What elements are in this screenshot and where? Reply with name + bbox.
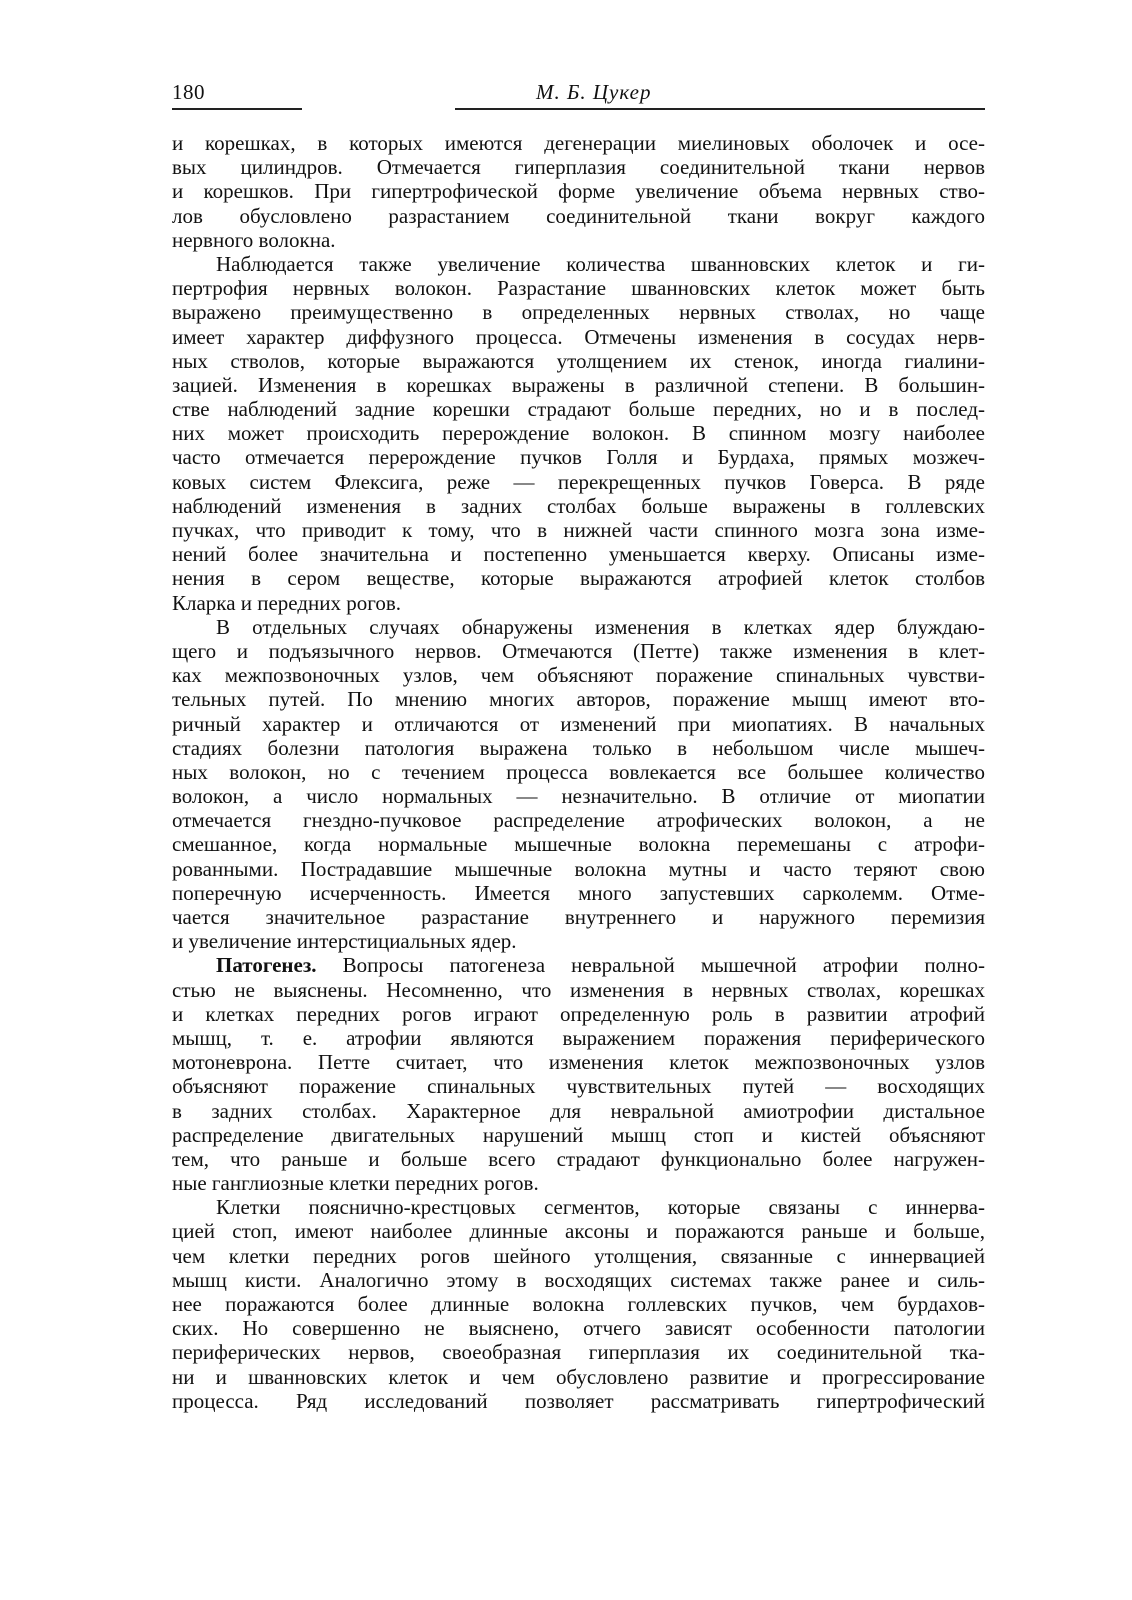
text-line: смешанное, когда нормальные мышечные волокна перемешаны с атрофи- <box>172 832 985 857</box>
text-line: ных волокон, но с течением процесса вовлекается все большее количество <box>172 759 985 784</box>
text-line: ричный характер и отличаются от изменений при миопатиях. В начальных <box>172 711 985 736</box>
text-line <box>172 953 985 977</box>
text-line: нений более значительна и постепенно уменьшается кверху. Описаны изме- <box>172 542 985 567</box>
text-line: объясняют поражение спинальных чувствительных путей — восходящих <box>172 1074 985 1099</box>
text-line: ках межпозвоночных узлов, чем объясняют поражение спинальных чувстви- <box>172 663 985 688</box>
text-line: мотоневрона. Петте считает, что изменения клеток межпозвоночных узлов <box>172 1050 985 1075</box>
text-line: выражено преимущественно в определенных нервных стволах, но чаще <box>172 300 985 325</box>
text-line: ни и шванновских клеток и чем обусловлено развитие и прогрессирование <box>172 1364 985 1389</box>
paragraph-2 <box>172 252 985 615</box>
text-line: ских. Но совершенно не выяснено, отчего зависят особенности патологии <box>172 1316 985 1341</box>
text-line: и увеличение интерстициальных ядер. <box>172 929 517 954</box>
text-line: часто отмечается перерождение пучков Голля и Бурдаха, прямых мозжеч- <box>172 445 985 470</box>
text-line: рованными. Пострадавшие мышечные волокна мутны и часто теряют свою <box>172 856 985 881</box>
text-line: наблюдений изменения в задних столбах больше выражены в голлевских <box>172 493 985 518</box>
text-line: стадиях болезни патология выражена только в небольшом числе мышеч- <box>172 735 985 760</box>
page-number: 180 <box>172 80 205 104</box>
text-line: чем клетки передних рогов шейного утолщения, связанные с иннервацией <box>172 1243 985 1268</box>
text-line: мышц кисти. Аналогично этому в восходящих системах также ранее и силь- <box>172 1267 985 1292</box>
paragraph-1 <box>172 131 985 252</box>
text-line: В отдельных случаях обнаружены изменения в клетках ядер блуждаю- <box>216 614 985 639</box>
text-line: нервного волокна. <box>172 227 336 252</box>
text-line: имеет характер диффузного процесса. Отмечены изменения в сосудах нерв- <box>172 324 985 349</box>
text-line: нее поражаются более длинные волокна голлевских пучков, чем бурдахов- <box>172 1292 985 1316</box>
text-line: щего и подъязычного нервов. Отмечаются (Петте) также изменения в клет- <box>172 638 985 663</box>
header-rule-right <box>455 108 985 110</box>
text-line-rest: Вопросы патогенеза невральной мышечной атрофии полно- <box>316 953 985 978</box>
text-line: лов обусловлено разрастанием соединительной ткани вокруг каждого <box>172 203 985 228</box>
paragraph-5 <box>172 1195 985 1413</box>
header-rule-left <box>172 108 302 110</box>
text-line: поперечную исчерченность. Имеется много запустевших сарколемм. Отме- <box>172 880 985 905</box>
text-line: ных стволов, которые выражаются утолщением их стенок, иногда гиалини- <box>172 348 985 373</box>
text-line: стве наблюдений задние корешки страдают больше передних, но и в послед- <box>172 397 985 422</box>
text-line: ные ганглиозные клетки передних рогов. <box>172 1171 539 1196</box>
text-line: Клетки пояснично-крестцовых сегментов, которые связаны с иннерва- <box>216 1195 985 1220</box>
text-line: вых цилиндров. Отмечается гиперплазия соединительной ткани нервов <box>172 155 985 180</box>
text-line: Кларка и передних рогов. <box>172 590 402 615</box>
text-line: тельных путей. По мнению многих авторов, поражение мышц имеют вто- <box>172 687 985 712</box>
text-line: волокон, а число нормальных — незначительно. В отличие от миопатии <box>172 784 985 809</box>
text-line: тем, что раньше и больше всего страдают функционально более нагружен- <box>172 1146 985 1171</box>
text-line: и корешках, в которых имеются дегенерации миелиновых оболочек и осе- <box>172 131 985 155</box>
text-line: в задних столбах. Характерное для невральной амиотрофии дистальное <box>172 1098 985 1123</box>
running-title: М. Б. Цукер <box>536 80 652 104</box>
text-line: пучках, что приводит к тому, что в нижней части спинного мозга зона изме- <box>172 518 985 542</box>
text-line: нения в сером веществе, которые выражаются атрофией клеток столбов <box>172 566 985 591</box>
text-line: процесса. Ряд исследований позволяет рассматривать гипертрофический <box>172 1388 985 1413</box>
text-line: ковых систем Флексига, реже — перекрещенных пучков Говерса. В ряде <box>172 469 985 494</box>
text-line: мышц, т. е. атрофии являются выражением поражения периферического <box>172 1025 985 1050</box>
text-line: Наблюдается также увеличение количества шванновских клеток и ги- <box>216 251 985 276</box>
section-heading: Патогенез. <box>216 953 317 978</box>
text-line: периферических нервов, своеобразная гиперплазия их соединительной тка- <box>172 1340 985 1365</box>
text-line: зацией. Изменения в корешках выражены в различной степени. В большин- <box>172 372 985 397</box>
paragraph-pathogenesis <box>172 953 985 1195</box>
text-line: них может происходить перерождение волокон. В спинном мозгу наиболее <box>172 421 985 446</box>
text-line: цией стоп, имеют наиболее длинные аксоны и поражаются раньше и больше, <box>172 1219 985 1244</box>
text-line: чается значительное разрастание внутреннего и наружного перемизия <box>172 905 985 929</box>
paragraph-3 <box>172 615 985 954</box>
text-line: и корешков. При гипертрофической форме увеличение объема нервных ство- <box>172 179 985 204</box>
text-line: отмечается гнездно-пучковое распределение атрофических волокон, а не <box>172 808 985 833</box>
body-text <box>172 131 985 1413</box>
text-line: стью не выяснены. Несомненно, что изменения в нервных стволах, корешках <box>172 977 985 1002</box>
text-line: распределение двигательных нарушений мышц стоп и кистей объясняют <box>172 1122 985 1147</box>
text-line: и клетках передних рогов играют определенную роль в развитии атрофий <box>172 1001 985 1026</box>
text-line: пертрофия нервных волокон. Разрастание шванновских клеток может быть <box>172 276 985 301</box>
